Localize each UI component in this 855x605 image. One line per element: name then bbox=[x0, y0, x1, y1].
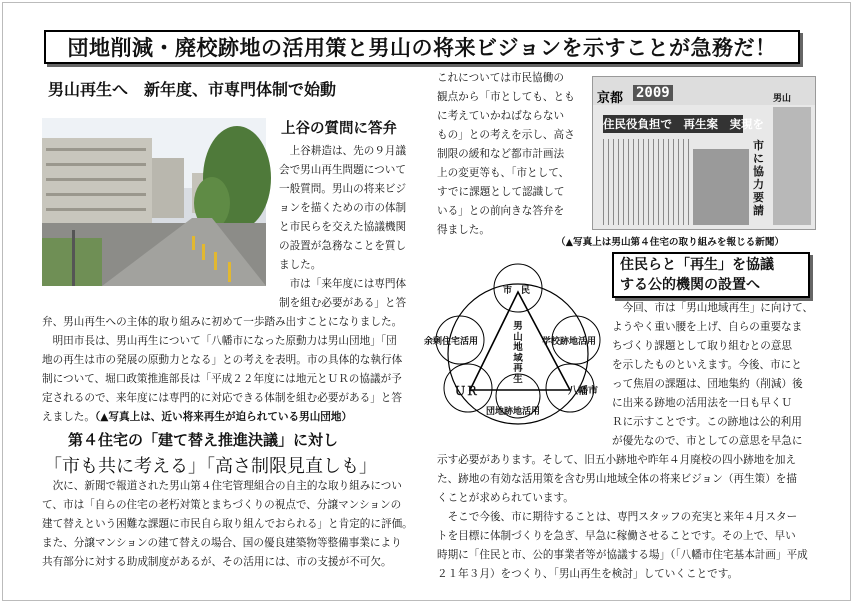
newspaper-clipping bbox=[592, 76, 816, 230]
section2-text bbox=[42, 477, 430, 572]
diagram-label-school-site: 学校跡地活用 bbox=[542, 337, 597, 347]
text-line: もの」との考えを示し、高さ bbox=[437, 129, 575, 141]
text-line: の設置が急務なことを質し bbox=[279, 240, 407, 252]
section2-headline: 第４住宅の「建て替え推進決議」に対し bbox=[68, 431, 339, 449]
text-line: ョンを描くための市の体制 bbox=[279, 202, 407, 214]
section4-headline bbox=[612, 252, 810, 298]
text-line: 上の変更等も、「市として、 bbox=[437, 167, 570, 179]
text-line: 制を組む必要がある」と答 bbox=[279, 297, 407, 309]
text-line: トを目標に体制づくりを急ぎ、早急に稼働させることです。その上で、早い bbox=[437, 530, 796, 542]
diagram-label-ur: ＵＲ bbox=[454, 384, 479, 398]
text-line: と市民らを交えた協議機関 bbox=[279, 221, 407, 233]
newspaper-headline: 住民役負担で 再生案 実現を bbox=[603, 117, 764, 131]
text-line: って焦眉の課題は、団地集約（削減）後 bbox=[612, 378, 803, 390]
photo-image bbox=[42, 118, 266, 286]
text-line: 建て替えという困難な課題に市民自ら取り組んでおられる」と肯定的に評価。 bbox=[42, 518, 413, 530]
text-line: に考えていかねばならない bbox=[437, 110, 565, 122]
text-line: が優先なので、市としての意思を早急に bbox=[612, 435, 803, 447]
text-line: て、市は「自らの住宅の老朽対策とまちづくりの視点で、分譲マンションの bbox=[42, 499, 402, 511]
diagram-label-yawata-city: 八幡市 bbox=[568, 386, 598, 397]
text-line: 定されるので、来年度には専門的に対応できる体制を組む必要がある」と答 bbox=[42, 392, 402, 404]
text-line: また、分譲マンションの建て替えの場合、国の優良建築物等整備事業により bbox=[42, 537, 402, 549]
center-char: 生 bbox=[513, 373, 523, 385]
diagram-center-label bbox=[512, 322, 524, 385]
text-line: 観点から「市としても、とも bbox=[437, 91, 575, 103]
section4-headline-line1: 住民らと「再生」を協議 bbox=[620, 257, 774, 273]
text-line: 明田市長は、男山再生について「八幡市になった原動力は男山団地」「団 bbox=[42, 335, 397, 347]
section3-text bbox=[437, 69, 583, 240]
photo1-caption: （▲写真上は、近い将来再生が迫られている男山団地） bbox=[94, 411, 353, 423]
text-line: た、跡地の有効な活用策を含む男山地域全体の将来ビジョン（再生策）を描 bbox=[437, 473, 797, 485]
section4-column-text bbox=[612, 299, 816, 451]
text-line: ようやく重い腰を上げ、自らの重要なま bbox=[612, 321, 803, 333]
text-line: 上谷耕造は、先の９月議 bbox=[279, 145, 407, 157]
text-line: 時期に「住民と市、公的事業者等が協議する場」（「八幡市住宅基本計画」平成 bbox=[437, 549, 808, 561]
text-line: いる」との前向きな答弁を bbox=[437, 205, 565, 217]
text-line: を示したものといえます。今後、市にと bbox=[612, 359, 802, 371]
section2-quote: 「市も共に考える」「高さ制限見直しも」 bbox=[44, 456, 377, 477]
newspaper-year: 2009 bbox=[633, 85, 673, 101]
text-line: 一般質問。男山の将来ビジ bbox=[279, 183, 407, 195]
text-line: 制限の緩和など都市計画法 bbox=[437, 148, 565, 160]
newspaper-side-tag: 男山 bbox=[773, 94, 792, 104]
text-line: 制について、堀口政策推進部長は「平成２２年度には地元とＵＲの協議が予 bbox=[42, 373, 402, 385]
text-line: ちづくり課題として取り組むとの意思 bbox=[612, 340, 792, 352]
center-char: 男 bbox=[513, 321, 523, 332]
text-line: すでに課題として認識して bbox=[437, 186, 565, 198]
text-line: 共有部分に対する助成制度があるが、その活用には、市の支援が不可欠。 bbox=[42, 556, 392, 568]
photo2-caption: （▲写真上は男山第４住宅の取り組みを報じる新聞） bbox=[556, 237, 785, 248]
text-line: これについては市民協働の bbox=[437, 72, 564, 84]
diagram-label-danchi-site: 団地跡地活用 bbox=[486, 407, 541, 417]
newspaper-masthead: 京都 bbox=[597, 91, 624, 106]
text-line: 弁、男山再生への主体的取り組みに初めて一歩踏み出すことになりました。 bbox=[42, 316, 403, 328]
text-line: えました。（▲写真上は、近い将来再生が迫られている男山団地） bbox=[42, 411, 353, 423]
text-line: Ｒに示すことです。この跡地は公的利用 bbox=[612, 416, 802, 428]
section4-wide-text bbox=[437, 451, 817, 584]
text-line: 市は「来年度には専門体 bbox=[279, 278, 407, 290]
text-line: 次に、新聞で報道された男山第４住宅管理組合の自主的な取り組みについ bbox=[42, 480, 402, 492]
text-line: 地の再生は市の発展の原動力となる」との考えを表明。市の具体的な執行体 bbox=[42, 354, 403, 366]
center-char: 域 bbox=[513, 352, 523, 364]
text-line: 今回、市は「男山地域再生」に向けて、 bbox=[612, 302, 814, 314]
regeneration-diagram bbox=[424, 258, 610, 420]
text-line: 示す必要があります。そして、旧五小跡地や昨年４月廃校の四小跡地を加え bbox=[437, 454, 797, 466]
section1-subhead: 上谷の質問に答弁 bbox=[281, 121, 397, 137]
newspaper-subheadline: 市に協力要請 bbox=[753, 139, 764, 217]
text-line: に出来る跡地の活用法を一日も早くＵ bbox=[612, 397, 793, 409]
diagram-label-surplus-housing: 余剰住宅活用 bbox=[424, 337, 479, 347]
center-char: 再 bbox=[513, 363, 523, 374]
page-title: 団地削減・廃校跡地の活用策と男山の将来ビジョンを示すことが急務だ！ bbox=[44, 30, 800, 64]
center-char: 地 bbox=[513, 342, 523, 353]
diagram-label-citizens: 市 民 bbox=[503, 286, 531, 296]
text-line: 会で男山再生問題について bbox=[279, 164, 406, 176]
photo-otokoyama-danchi bbox=[42, 118, 266, 286]
center-char: 山 bbox=[513, 331, 523, 343]
section4-headline-line2: する公的機関の設置へ bbox=[620, 277, 760, 293]
text-line: ました。 bbox=[279, 259, 322, 271]
section1-headline: 男山再生へ 新年度、市専門体制で始動 bbox=[48, 80, 337, 99]
section1-column-text bbox=[279, 142, 421, 313]
text-line: そこで今後、市に期待することは、専門スタッフの充実と来年４月スター bbox=[437, 511, 798, 523]
text-line: くことが求められています。 bbox=[437, 492, 574, 504]
text-line: 得ました。 bbox=[437, 224, 490, 236]
text-line: ２１年３月）をつくり、「男山再生を検討」していくことです。 bbox=[437, 568, 739, 580]
section1-wide-text bbox=[42, 313, 430, 427]
